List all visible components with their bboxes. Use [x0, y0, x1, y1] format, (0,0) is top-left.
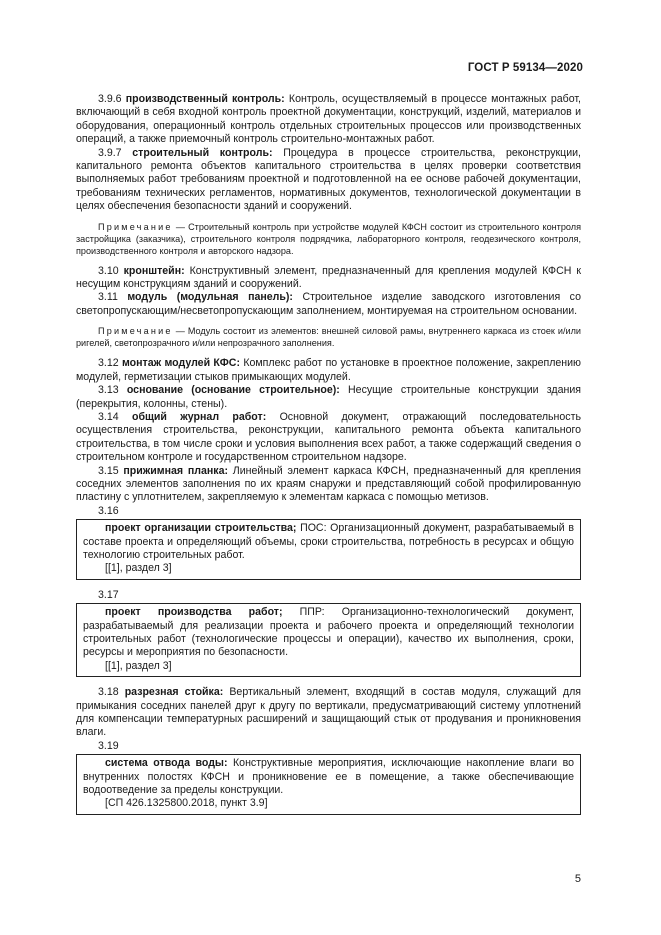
- clause-text: Линейный элемент каркаса КФСН, предназначенный для крепления соседних элементов заполнения по их краям снаружи и представляющий собой профилированную пластину с уплотнителем, закрепляемую к элементам каркаса с помощью метизов.: [76, 464, 581, 504]
- clause-term: монтаж модулей КФС:: [121, 357, 240, 370]
- clause-number: 3.9.6: [98, 93, 122, 105]
- clause-term: система отвода воды:: [105, 757, 228, 770]
- clause-3-9-6: [76, 93, 581, 147]
- note-text: — Модуль состоит из элементов: внешней силовой рамы, внутреннего каркаса из стоек и/или ригелей, светопрозрачного и/или непрозрачного заполнения.: [76, 326, 581, 349]
- clause-number: 3.18: [98, 686, 119, 699]
- clause-text: ПОС: Организационный документ, разрабатываемый в составе проекта и определяющий объемы, сроки строительства, потребность в ресурсах и общую технологию строительных работ.: [83, 522, 574, 561]
- clause-term: модуль (модульная панель):: [127, 291, 293, 304]
- clause-3-16-box: [76, 519, 581, 580]
- document-body: [76, 93, 581, 815]
- clause-term: производственный контроль:: [125, 93, 285, 105]
- clause-3-19-box: [76, 754, 581, 815]
- clause-text: Конструктивные мероприятия, исключающие накопление влаги во внутренних полостях КФСН и проникновение ее в помещение, а также обеспечивающие водоотведение за пределы конструкции.: [83, 757, 574, 797]
- clause-text: Процедура в процессе строительства, реконструкции, капитального ремонта объектов капитального строительства в целях проверки соответствия выполняемых работ требованиям проектной и подготовленной на ее основе рабочей документации, требованиям технических регламентов, нормативных документов, технологической документации в целях обеспечения безопасности зданий и сооружений.: [76, 146, 581, 213]
- clause-3-9-7: [76, 147, 581, 214]
- clause-3-15: [76, 465, 581, 505]
- clause-3-13: [76, 384, 581, 411]
- clause-3-11: [76, 291, 581, 318]
- boxed-definition: [83, 606, 574, 660]
- clause-3-10: [76, 265, 581, 292]
- note-label: Примечание: [98, 221, 173, 232]
- clause-text: Вертикальный элемент, входящий в состав модуля, служащий для примыкания соседних панелей друг к другу по вертикали, предусматривающий систему уплотнений для компенсации температурных расширений и защищающий стык от продувания и проникновения влаги.: [76, 686, 581, 739]
- clause-3-12: [76, 357, 581, 384]
- clause-number: 3.11: [98, 291, 118, 304]
- clause-number: 3.14: [98, 410, 119, 423]
- clause-3-18: [76, 686, 581, 740]
- clause-text: Строительное изделие заводского изготовления со светопропускающим/несветопропускающим заполнением, монтируемая на строительном основании.: [76, 291, 581, 317]
- clause-text: Конструктивный элемент, предназначенный для крепления модулей КФСН к несущим конструкциям зданий и сооружений.: [76, 264, 581, 291]
- clause-3-14: [76, 411, 581, 465]
- clause-number-3-17: 3.17: [98, 588, 119, 601]
- clause-number: 3.12: [98, 357, 119, 370]
- source-reference: [[1], раздел 3]: [105, 659, 172, 672]
- source-reference: [СП 426.1325800.2018, пункт 3.9]: [105, 797, 268, 810]
- note-construction-control: [76, 221, 581, 257]
- clause-number: 3.9.7: [98, 146, 122, 159]
- clause-number: 3.13: [98, 384, 119, 397]
- source-reference: [[1], раздел 3]: [105, 562, 172, 575]
- clause-number: 3.10: [98, 264, 119, 277]
- clause-term: прижимная планка:: [123, 464, 229, 477]
- clause-text: Контроль, осуществляемый в процессе монтажных работ, включающий в себя входной контроль проектной документации, конструкций, изделий, материалов и оборудования, операционный контроль отдельных строительных процессов или производственных операций, а также приемочный контроль строительно-монтажных работ.: [76, 93, 581, 146]
- clause-number: 3.15: [98, 464, 119, 477]
- clause-term: строительный контроль:: [132, 146, 273, 159]
- boxed-definition: [83, 522, 574, 562]
- clause-number-3-16: 3.16: [98, 504, 119, 517]
- note-label: Примечание: [98, 326, 173, 337]
- clause-3-17-box: [76, 603, 581, 677]
- clause-term: проект организации строительства;: [105, 522, 297, 535]
- clause-text: Несущие строительные конструкции здания (перекрытия, колонны, стены).: [76, 384, 581, 410]
- clause-term: проект производства работ;: [105, 606, 283, 619]
- clause-text: ППР: Организационно-технологический документ, разрабатываемый для реализации проекта и рабочего проекта и определяющий технологии строительных работ (технологические процессы и операции), качество их выполнения, сроки, ресурсы и мероприятия по безопасности.: [83, 606, 574, 659]
- note-module: [76, 325, 581, 349]
- clause-term: общий журнал работ:: [131, 410, 267, 423]
- clause-term: кронштейн:: [123, 264, 185, 277]
- page-number: 5: [574, 873, 581, 885]
- document-number: ГОСТ Р 59134—2020: [467, 62, 583, 74]
- clause-number-3-19: 3.19: [98, 739, 119, 752]
- clause-term: разрезная стойка:: [124, 686, 224, 699]
- boxed-definition: [83, 757, 574, 797]
- clause-text: Основной документ, отражающий последовательность осуществления строительства, реконструкции, капитального ремонта объекта капитального строительства, в том числе сроки и условия выполнения всех работ, а также содержащий сведения о строительном контроле и государственном строительном надзоре.: [76, 410, 581, 464]
- clause-term: основание (основание строительное):: [126, 384, 340, 397]
- note-text: — Строительный контроль при устройстве модулей КФСН состоит из строительного контроля застройщика (заказчика), строительного контроля подрядчика, лабораторного контроля, геодезического контроля, производственного контроля и авторского надзора.: [76, 221, 581, 256]
- clause-text: Комплекс работ по установке в проектное положение, закреплению модулей, герметизации стыков примыкающих модулей.: [76, 357, 581, 383]
